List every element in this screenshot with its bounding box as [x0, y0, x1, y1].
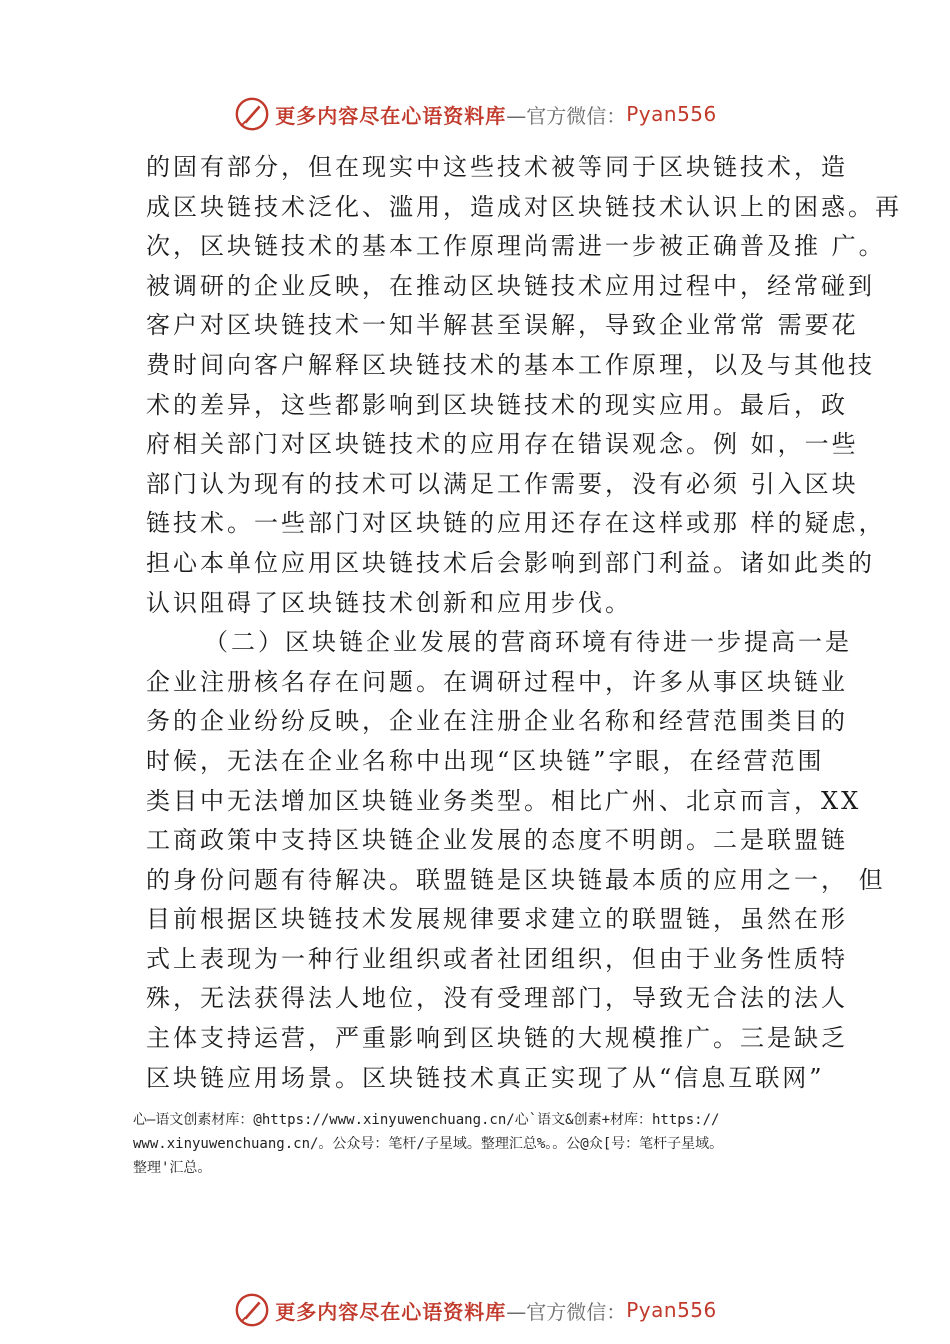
header-banner-text: 更多内容尽在心语资料库 — [275, 103, 507, 128]
header-banner — [0, 94, 950, 134]
footer-banner-separator: —官方微信： — [506, 1299, 627, 1324]
quill-logo-icon — [233, 1291, 271, 1329]
body-line: 府相关部门对区块链技术的应用存在错误观念。例 如，一些 — [146, 430, 859, 459]
body-line: 术的差异，这些都影响到区块链技术的现实应用。最后，政 — [146, 390, 848, 419]
footer-banner — [0, 1290, 950, 1330]
body-line: 成区块链技术泛化、滥用，造成对区块链技术认识上的困惑。再 — [146, 192, 902, 221]
body-line: 类目中无法增加区块链业务类型。相比广州、北京而言，XX — [146, 786, 862, 815]
body-line: 的固有部分，但在现实中这些技术被等同于区块链技术，造 — [146, 153, 848, 181]
body-line: 企业注册核名存在问题。在调研过程中，许多从事区块链业 — [146, 667, 848, 696]
quill-logo-icon — [233, 95, 271, 133]
body-line: 工商政策中支持区块链企业发展的态度不明朗。二是联盟链 — [146, 826, 848, 855]
section-heading-line: （二）区块链企业发展的营商环境有待进一步提高一是 — [204, 628, 852, 657]
footer-banner-text: 更多内容尽在心语资料库 — [275, 1299, 507, 1324]
body-line: 目前根据区块链技术发展规律要求建立的联盟链，虽然在形 — [146, 905, 848, 934]
body-line: 被调研的企业反映，在推动区块链技术应用过程中，经常碰到 — [146, 271, 875, 300]
body-line: 式上表现为一种行业组织或者社团组织，但由于业务性质特 — [146, 944, 848, 973]
body-line: 殊，无法获得法人地位，没有受理部门，导致无合法的法人 — [146, 984, 848, 1013]
footnote-line: 整理'汇总。 — [133, 1160, 212, 1176]
body-line: 次，区块链技术的基本工作原理尚需进一步被正确普及推 广。 — [146, 232, 886, 261]
body-line: 的身份问题有待解决。联盟链是区块链最本质的应用之一， 但 — [146, 865, 886, 894]
body-line: 费时间向客户解释区块链技术的基本工作原理，以及与其他技 — [146, 350, 875, 379]
body-text — [146, 148, 902, 1098]
header-banner-separator: —官方微信： — [506, 103, 627, 128]
footnote-line: 心—语文创素材库：@https://www.xinyuwenchuang.cn/心`语文&创素+材库：https:// — [133, 1112, 720, 1128]
body-line: 客户对区块链技术一知半解甚至误解，导致企业常常 需要花 — [146, 311, 859, 340]
body-line: 时候，无法在企业名称中出现“区块链”字眼，在经营范围 — [146, 746, 825, 775]
body-line: 主体支持运营，严重影响到区块链的大规模推广。三是缺乏 — [146, 1024, 848, 1053]
footnote-line: www.xinyuwenchuang.cn/。公众号：笔杆/子星域。整理汇总%。。公@众[号：笔杆子星域。 — [133, 1136, 724, 1152]
footer-banner-wechat: Pyan556 — [626, 1298, 717, 1322]
body-line: 担心本单位应用区块链技术后会影响到部门利益。诸如此类的 — [146, 548, 875, 577]
body-line: 链技术。一些部门对区块链的应用还存在这样或那 样的疑虑， — [146, 509, 886, 538]
header-banner-wechat: Pyan556 — [626, 102, 717, 126]
body-line: 区块链应用场景。区块链技术真正实现了从“信息互联网” — [146, 1063, 825, 1092]
body-line: 认识阻碍了区块链技术创新和应用步伐。 — [146, 588, 632, 617]
body-line: 务的企业纷纷反映，企业在注册企业名称和经营范围类目的 — [146, 707, 848, 736]
body-line: 部门认为现有的技术可以满足工作需要，没有必须 引入区块 — [146, 469, 859, 498]
footnote — [133, 1108, 853, 1180]
